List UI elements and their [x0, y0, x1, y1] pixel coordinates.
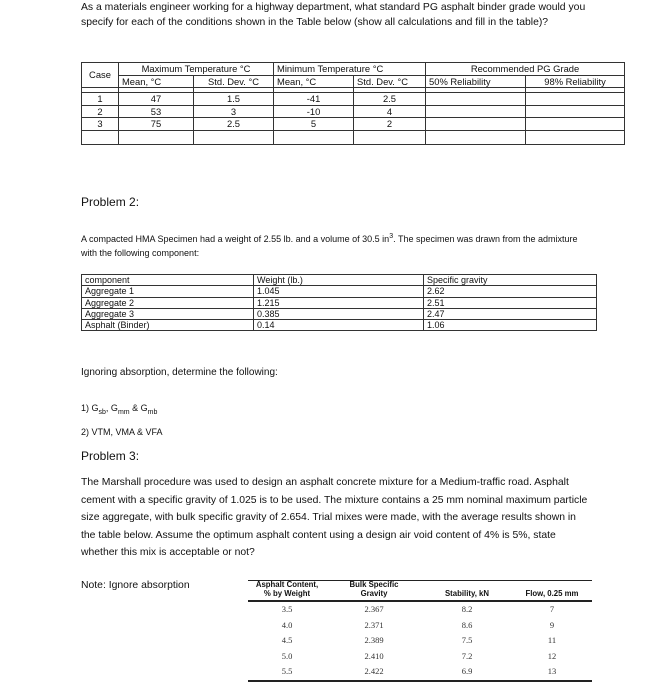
header-min-mean: Mean, °C — [274, 75, 354, 88]
header-stability: Stability, kN — [422, 580, 512, 601]
cell-ac: 5.0 — [281, 650, 293, 661]
cell-rel50[interactable] — [426, 105, 526, 118]
header-weight: Weight (lb.) — [254, 275, 424, 286]
cell-case: 1 — [82, 93, 119, 106]
cell-component: Asphalt (Binder) — [82, 320, 254, 331]
problem1-intro: As a materials engineer working for a highway department, what standard PG asphalt binder grade would you specify for each of the conditions shown in the Table below (show all calculations and fill in the table)? — [81, 2, 586, 29]
marshall-results-table — [248, 580, 592, 682]
cell-min-mean: 5 — [274, 118, 354, 131]
q1-text: , G — [105, 403, 118, 413]
header-max-temp: Maximum Temperature °C — [119, 63, 274, 76]
table-row — [82, 320, 597, 331]
cell-case: 2 — [82, 105, 119, 118]
table-row-empty — [82, 130, 625, 144]
table-row — [82, 118, 625, 131]
header-bulk-gravity — [326, 580, 422, 601]
problem3-intro: The Marshall procedure was used to design an asphalt concrete mixture for a Medium-traffic road. Asphalt cement with a specific gravity of 1.025 is to be used. The mixture contains a 25 mm nominal maximum particle size aggregate, with bulk specific gravity of 2.654. Trial mixes were made, with the average results shown in the table below. Assume the optimum asphalt content using a design air void content of 4% is 5%, state whether this mix is acceptable or not? — [81, 477, 588, 559]
q1-sub-sb: sb — [98, 408, 106, 416]
header-rel50: 50% Reliability — [426, 75, 526, 88]
cell-flow: 13 — [512, 664, 592, 681]
cell-ac: 5.5 — [248, 664, 326, 681]
cell-flow: 7 — [549, 604, 555, 614]
problem2-intro-text-end: . The specimen was drawn from the admixture with the following component: — [81, 234, 578, 258]
table-row — [82, 297, 597, 308]
cell-max-mean: 53 — [119, 105, 194, 118]
cell-min-mean: -41 — [274, 93, 354, 106]
problem3-heading: Problem 3: — [81, 449, 140, 463]
question-1 — [81, 403, 157, 416]
problem2-heading: Problem 2: — [81, 195, 140, 209]
cell-rel50[interactable] — [426, 93, 526, 106]
cell-sg: 2.62 — [424, 286, 597, 297]
cell-ac: 3.5 — [281, 604, 293, 614]
pg-grade-table — [81, 62, 625, 145]
table-top-rule — [248, 580, 592, 581]
cubic-superscript: 3 — [389, 233, 394, 240]
header-bsg-line1: Bulk Specific — [349, 580, 399, 589]
header-case: Case — [82, 63, 119, 88]
table-subheader-row — [82, 75, 625, 88]
cell-min-std: 4 — [354, 105, 426, 118]
question-2: 2) VTM, VMA & VFA — [81, 427, 163, 437]
cell-component: Aggregate 1 — [82, 286, 254, 297]
cell-component: Aggregate 2 — [82, 297, 254, 308]
header-asphalt-line1: Asphalt Content, — [255, 580, 319, 589]
cell-rel98[interactable] — [526, 105, 625, 118]
header-asphalt-line2: % by Weight — [263, 589, 311, 598]
cell-stability: 8.2 — [461, 604, 473, 614]
cell-min-std: 2.5 — [354, 93, 426, 106]
cell-stability: 6.9 — [422, 664, 512, 681]
q1-sub-mm: mm — [117, 408, 130, 416]
header-min-temp: Minimum Temperature °C — [274, 63, 426, 76]
cell-gravity: 2.389 — [364, 635, 384, 646]
header-component: component — [82, 275, 254, 286]
header-asphalt-content — [248, 580, 326, 601]
table-header-row — [248, 580, 592, 601]
cell-stability: 8.6 — [461, 619, 473, 630]
table-row — [248, 664, 592, 681]
header-max-mean: Mean, °C — [119, 75, 194, 88]
cell-sg: 2.47 — [424, 308, 597, 319]
cell-max-mean: 75 — [119, 118, 194, 131]
header-sg: Specific gravity — [424, 275, 597, 286]
header-flow: Flow, 0.25 mm — [512, 580, 592, 601]
cell-rel50[interactable] — [426, 118, 526, 131]
component-table — [81, 274, 597, 331]
cell-ac: 4.5 — [281, 635, 293, 646]
q1-sub-mb: mb — [147, 408, 158, 416]
ignoring-absorption-text: Ignoring absorption, determine the following: — [81, 367, 278, 378]
problem2-intro — [81, 230, 586, 260]
table-row — [248, 618, 592, 634]
cell-flow: 12 — [547, 650, 557, 661]
header-recommended: Recommended PG Grade — [426, 63, 625, 76]
cell-flow: 11 — [547, 635, 557, 646]
cell-max-std: 1.5 — [194, 93, 274, 106]
table-row — [82, 105, 625, 118]
cell-stability: 7.2 — [461, 650, 473, 661]
cell-gravity: 2.410 — [364, 650, 384, 661]
header-bsg-line2: Gravity — [360, 589, 388, 598]
cell-min-mean: -10 — [274, 105, 354, 118]
cell-stability: 7.5 — [461, 635, 473, 646]
header-max-std: Std. Dev. °C — [194, 75, 274, 88]
cell-weight: 0.385 — [254, 308, 424, 319]
problem2-intro-text: A compacted HMA Specimen had a weight of 2.55 lb. and a volume of 30.5 in — [81, 234, 390, 244]
cell-gravity: 2.371 — [364, 619, 384, 630]
q1-text: & G — [129, 403, 148, 413]
cell-component: Aggregate 3 — [82, 308, 254, 319]
cell-rel98[interactable] — [526, 118, 625, 131]
cell-max-std: 2.5 — [194, 118, 274, 131]
cell-weight: 1.045 — [254, 286, 424, 297]
cell-weight: 0.14 — [254, 320, 424, 331]
marshall-results-table-wrap — [248, 580, 592, 682]
cell-rel98[interactable] — [526, 93, 625, 106]
table-header-row — [82, 63, 625, 76]
cell-max-mean: 47 — [119, 93, 194, 106]
header-rel98: 98% Reliability — [526, 75, 625, 88]
table-row — [248, 601, 592, 618]
note-ignore-absorption: Note: Ignore absorption — [81, 580, 190, 591]
cell-gravity: 2.367 — [364, 604, 384, 614]
cell-sg: 2.51 — [424, 297, 597, 308]
cell-max-std: 3 — [194, 105, 274, 118]
table-row — [248, 649, 592, 665]
cell-sg: 1.06 — [424, 320, 597, 331]
header-min-std: Std. Dev. °C — [354, 75, 426, 88]
q1-text: 1) G — [81, 403, 99, 413]
cell-gravity: 2.422 — [326, 664, 422, 681]
table-header-row — [82, 275, 597, 286]
cell-ac: 4.0 — [281, 619, 293, 630]
cell-weight: 1.215 — [254, 297, 424, 308]
table-row — [248, 633, 592, 649]
table-row — [82, 286, 597, 297]
table-row — [82, 308, 597, 319]
cell-case: 3 — [82, 118, 119, 131]
table-row — [82, 93, 625, 106]
cell-min-std: 2 — [354, 118, 426, 131]
cell-flow: 9 — [549, 619, 555, 630]
